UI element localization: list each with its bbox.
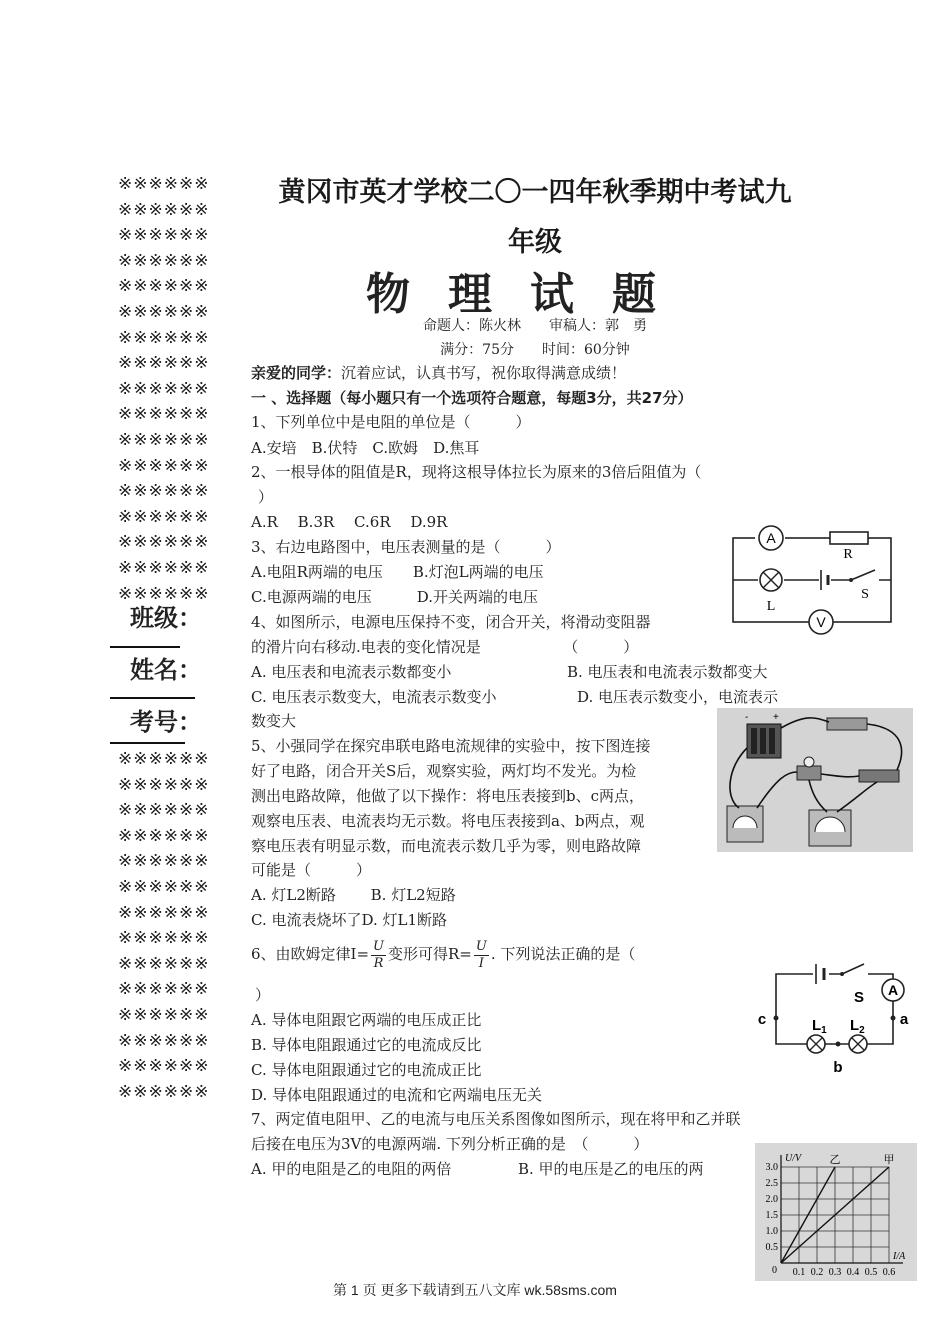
q7-line2: 后接在电压为3V的电源两端. 下列分析正确的是 （ ） [251, 1135, 649, 1153]
q5-options-ab: A. 灯L2断路 B. 灯L2短路 [251, 886, 456, 904]
binding-star-row: ※※※※※※ [118, 455, 210, 476]
q4-option-d-cont: 数变大 [251, 712, 297, 730]
q1: 1、下列单位中是电阻的单位是（ ） [251, 413, 531, 431]
lamp-label: L [766, 599, 776, 614]
bulb-holder-1-icon [797, 766, 821, 780]
q4-line2: 的滑片向右移动.电表的变化情况是 （ ） [251, 638, 639, 656]
switch-label: S [861, 587, 869, 602]
binding-star-row: ※※※※※※ [118, 774, 210, 795]
q6-pre: 6、由欧姆定律I= [251, 945, 370, 963]
q7-line1: 7、两定值电阻甲、乙的电流与电压关系图像如图所示，现在将甲和乙并联 [251, 1110, 741, 1128]
fraction-u-over-i [474, 939, 489, 972]
q4-option-a: A. 电压表和电流表示数都变小 [251, 663, 452, 681]
frac1-den: R [373, 955, 384, 971]
x-tick-label: 0.6 [882, 1267, 896, 1278]
q4-line1: 4、如图所示，电源电压保持不变，闭合开关，将滑动变阻器 [251, 613, 651, 631]
authors: 命题人：陈火林 审稿人：郭 勇 [423, 318, 647, 334]
greeting-bold: 亲爱的同学： [251, 364, 342, 382]
binding-star-row: ※※※※※※ [118, 353, 210, 374]
q3-options-cd: C.电源两端的电压 D.开关两端的电压 [251, 588, 538, 606]
ammeter-label-2: A [887, 982, 899, 998]
binding-star-row: ※※※※※※ [118, 174, 210, 194]
q6-option-d: D. 导体电阻跟通过的电流和它两端电压无关 [251, 1086, 543, 1104]
q5-options-cd: C. 电流表烧坏了D. 灯L1断路 [251, 911, 448, 929]
frac2-den: I [478, 955, 484, 971]
q2-line1: 2、一根导体的阻值是R，现将这根导体拉长为原来的3倍后阻值为（ [251, 463, 702, 481]
binding-star-row: ※※※※※※ [118, 851, 210, 872]
greeting [251, 361, 626, 386]
x-tick-label: 0.3 [828, 1267, 842, 1278]
binding-star-row: ※※※※※※ [118, 979, 210, 1000]
q5-line3: 测出电路故障，他做了以下操作：将电压表接到b、c两点， [251, 787, 645, 805]
binding-star-row: ※※※※※※ [118, 429, 210, 450]
binding-star-row: ※※※※※※ [118, 953, 210, 974]
point-c-label: c [757, 1011, 767, 1028]
binding-star-row: ※※※※※※ [118, 506, 210, 527]
binding-star-row: ※※※※※※ [118, 532, 210, 553]
binding-star-row: ※※※※※※ [118, 250, 210, 271]
page-footer: 第 1 页 更多下载请到五八文库 wk.58sms.com [333, 1282, 617, 1298]
ammeter-label: A [766, 530, 776, 546]
circuit-diagram-q3 [725, 520, 905, 645]
q7-option-b: B. 甲的电压是乙的电压的两 [518, 1160, 704, 1178]
binding-star-row: ※※※※※※ [118, 481, 210, 502]
q6-close: ） [255, 986, 271, 1004]
q3: 3、右边电路图中，电压表测量的是（ ） [251, 538, 561, 556]
binding-star-row: ※※※※※※ [118, 928, 210, 949]
resistor-icon [830, 532, 868, 544]
binding-star-row: ※※※※※※ [118, 902, 210, 923]
q5-line4: 观察电压表、电流表均无示数。将电压表接到a、b两点，观 [251, 812, 645, 830]
binding-star-row: ※※※※※※ [118, 327, 210, 348]
y-axis-label: U/V [785, 1153, 802, 1164]
score-time: 满分：75分 时间：60分钟 [440, 342, 630, 358]
origin-label: 0 [772, 1265, 777, 1276]
binding-star-row: ※※※※※※ [118, 749, 210, 769]
q6 [251, 936, 635, 972]
binding-star-row: ※※※※※※ [118, 1030, 210, 1051]
q5-line1: 5、小强同学在探究串联电路电流规律的实验中，按下图连接 [251, 737, 651, 755]
bulb-holder-2-icon [859, 770, 899, 782]
exam-title-line2: 年级 [508, 227, 562, 258]
x-axis-label: I/A [893, 1251, 906, 1262]
q2-line2: ） [258, 488, 274, 506]
q4-option-c: C. 电压表示数变大，电流表示数变小 [251, 688, 497, 706]
battery-neg-label: - [745, 712, 749, 723]
q6-option-b: B. 导体电阻跟通过它的电流成反比 [251, 1036, 482, 1054]
circuit-diagram-q5 [748, 960, 913, 1080]
binding-star-row: ※※※※※※ [118, 404, 210, 425]
q3-options-ab: A.电阻R两端的电压 B.灯泡L两端的电压 [251, 563, 544, 581]
fraction-u-over-r [371, 939, 386, 972]
x-tick-label: 0.5 [864, 1267, 878, 1278]
series-label: 甲 [883, 1153, 895, 1166]
q7-option-a: A. 甲的电阻是乙的电阻的两倍 [251, 1160, 452, 1178]
binding-star-row: ※※※※※※ [118, 557, 210, 578]
voltmeter-label: V [816, 614, 826, 630]
exam-title-line1: 黄冈市英才学校二〇一四年秋季期中考试九 [278, 177, 792, 208]
lamp1-label: $L_1$ [812, 1017, 827, 1036]
binding-stars-top [118, 172, 209, 607]
binding-star-row: ※※※※※※ [118, 1056, 210, 1077]
y-tick-label: 0.5 [765, 1242, 778, 1253]
frac1-num: U [373, 938, 385, 954]
binding-star-row: ※※※※※※ [118, 1081, 210, 1102]
exam-no-underline [110, 742, 185, 744]
point-a-label: a [899, 1011, 909, 1028]
y-tick-label: 2.0 [765, 1194, 778, 1205]
q6-option-c: C. 导体电阻跟通过它的电流成正比 [251, 1061, 482, 1079]
switch-label-2: S [853, 989, 865, 1006]
y-tick-label: 1.5 [765, 1210, 778, 1221]
y-tick-label: 2.5 [765, 1178, 778, 1189]
q5-line2: 好了电路，闭合开关S后，观察实验，两灯均不发光。为检 [251, 762, 637, 780]
frac2-num: U [475, 938, 487, 954]
x-tick-label: 0.2 [810, 1267, 824, 1278]
binding-star-row: ※※※※※※ [118, 199, 210, 220]
binding-star-row: ※※※※※※ [118, 301, 210, 322]
y-tick-label: 3.0 [765, 1162, 778, 1173]
binding-star-row: ※※※※※※ [118, 825, 210, 846]
y-tick-label: 1.0 [765, 1226, 778, 1237]
experiment-photo [717, 708, 913, 852]
switch-board-icon [827, 718, 867, 730]
class-label: 班级： [130, 604, 202, 632]
q5-line5: 察电压表有明显示数，而电流表示数几乎为零，则电路故障 [251, 837, 642, 855]
greeting-rest: 沉着应试，认真书写，祝你取得满意成绩！ [341, 364, 627, 382]
binding-star-row: ※※※※※※ [118, 1004, 210, 1025]
ui-chart [755, 1143, 917, 1281]
battery-pos-label: + [773, 712, 779, 723]
q6-post: . 下列说法正确的是（ [490, 945, 636, 963]
name-underline [110, 697, 195, 699]
binding-star-row: ※※※※※※ [118, 583, 210, 604]
x-tick-label: 0.4 [846, 1267, 860, 1278]
binding-star-row: ※※※※※※ [118, 378, 210, 399]
q4-option-b: B. 电压表和电流表示数都变大 [567, 663, 768, 681]
class-underline [110, 646, 180, 648]
resistor-label: R [843, 547, 853, 562]
q6-option-a: A. 导体电阻跟它两端的电压成正比 [251, 1011, 482, 1029]
exam-no-label: 考号： [130, 708, 202, 736]
q2-options: A.R B.3R C.6R D.9R [251, 513, 448, 531]
x-tick-label: 0.1 [792, 1267, 806, 1278]
binding-star-row: ※※※※※※ [118, 225, 210, 246]
binding-star-row: ※※※※※※ [118, 876, 210, 897]
q5-line6: 可能是（ ） [251, 861, 372, 879]
battery-pack-icon [747, 724, 781, 758]
point-b-label: b [833, 1059, 843, 1076]
binding-star-row: ※※※※※※ [118, 276, 210, 297]
q6-mid: 变形可得R= [388, 945, 472, 963]
q4-option-d: D. 电压表示数变小，电流表示 [577, 688, 779, 706]
q1-options: A.安培 B.伏特 C.欧姆 D.焦耳 [251, 439, 480, 457]
series-label: 乙 [829, 1153, 841, 1166]
lamp2-label: $L_2$ [850, 1017, 865, 1036]
section-heading: 一 、选择题（每小题只有一个选项符合题意，每题3分，共27分） [251, 389, 693, 407]
binding-stars-bottom [118, 747, 209, 1105]
binding-star-row: ※※※※※※ [118, 800, 210, 821]
name-label: 姓名： [130, 656, 202, 684]
subject-title: 物理试题 [366, 269, 694, 320]
